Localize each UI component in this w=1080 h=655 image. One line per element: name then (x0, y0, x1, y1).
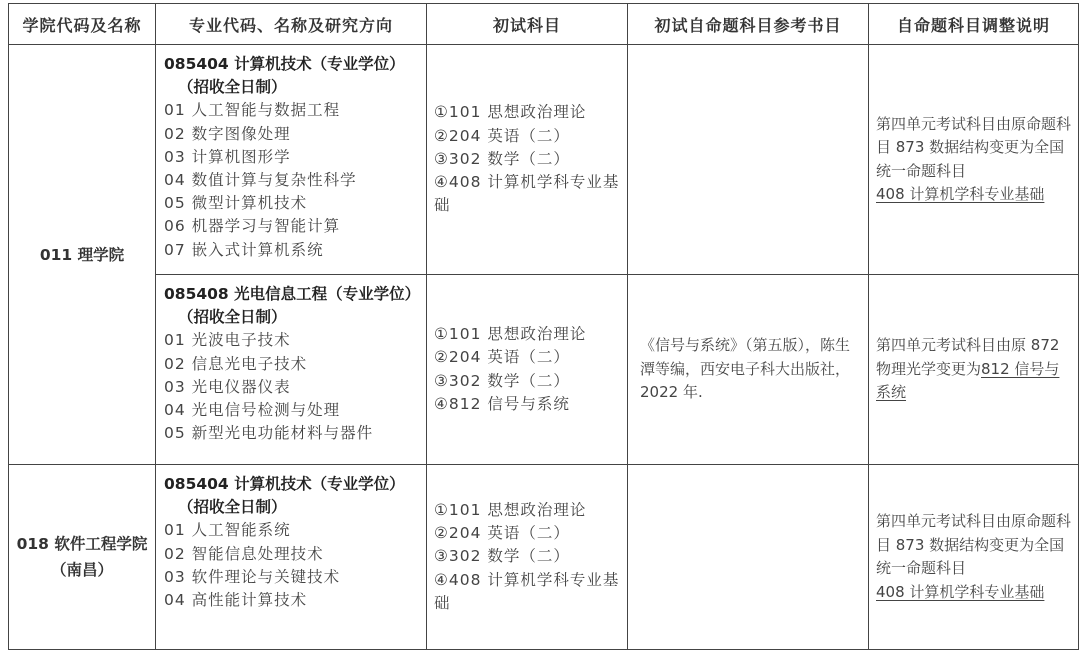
adjustment-note: 第四单元考试科目由原命题科目 873 数据结构变更为全国统一命题科目 (876, 114, 1072, 180)
subject-item: ③302 数学（二） (434, 149, 570, 168)
header-books: 初试自命题科目参考书目 (628, 4, 869, 45)
admissions-table (8, 3, 1079, 650)
subject-item: ②204 英语（二） (434, 348, 570, 367)
table-row (9, 275, 1079, 465)
direction-item: 05 新型光电功能材料与器件 (164, 424, 374, 443)
direction-item: 01 人工智能与数据工程 (164, 101, 341, 120)
direction-item: 02 信息光电子技术 (164, 354, 308, 373)
subject-item: ④408 计算机学科专业基础 (434, 173, 620, 215)
college-name: 011 理学院 (39, 245, 125, 264)
direction-item: 03 计算机图形学 (164, 147, 291, 166)
major-cell (156, 275, 427, 465)
major-title: 085408 光电信息工程（专业学位） (164, 285, 421, 303)
direction-item: 01 人工智能系统 (164, 521, 291, 540)
new-subject-highlight: 408 计算机学科专业基础 (876, 582, 1045, 601)
major-mode: （招收全日制） (178, 498, 287, 517)
adjustment-note: 第四单元考试科目由原命题科目 873 数据结构变更为全国统一命题科目 (876, 512, 1072, 577)
college-campus: （南昌） (50, 561, 113, 579)
subject-item: ①101 思想政治理论 (434, 325, 587, 344)
header-notes: 自命题科目调整说明 (869, 4, 1079, 45)
header-major: 专业代码、名称及研究方向 (156, 4, 427, 45)
direction-item: 04 高性能计算技术 (164, 591, 308, 610)
notes-cell (869, 465, 1079, 650)
major-cell (156, 45, 427, 275)
direction-item: 05 微型计算机技术 (164, 194, 308, 213)
header-college: 学院代码及名称 (9, 4, 156, 45)
header-subjects: 初试科目 (427, 4, 628, 45)
direction-item: 03 软件理论与关键技术 (164, 567, 341, 586)
major-title: 085404 计算机技术（专业学位） (164, 475, 405, 493)
major-mode: （招收全日制） (178, 78, 287, 97)
college-cell (9, 45, 156, 465)
subject-item: ①101 思想政治理论 (434, 500, 587, 519)
direction-item: 04 光电信号检测与处理 (164, 401, 341, 420)
notes-cell (869, 275, 1079, 465)
direction-item: 06 机器学习与智能计算 (164, 217, 341, 236)
direction-item: 04 数值计算与复杂性科学 (164, 171, 357, 190)
reference-books: 《信号与系统》（第五版），陈生潭等编，西安电子科大出版社，2022 年. (640, 336, 851, 402)
subjects-cell (427, 275, 628, 465)
notes-cell (869, 45, 1079, 275)
adjustment-note: 第四单元考试科目由原 872 物理光学变更为 (876, 336, 1060, 378)
new-subject-highlight: 812 信号与系统 (876, 359, 1060, 402)
direction-item: 03 光电仪器仪表 (164, 377, 291, 396)
table-row (9, 45, 1079, 275)
subject-item: ④408 计算机学科专业基础 (434, 570, 620, 612)
subject-item: ②204 英语（二） (434, 126, 570, 145)
subject-item: ④812 信号与系统 (434, 394, 570, 413)
major-cell (156, 465, 427, 650)
college-name: 018 软件工程学院 (16, 535, 148, 553)
header-row (9, 4, 1079, 45)
subject-item: ③302 数学（二） (434, 371, 570, 390)
direction-item: 07 嵌入式计算机系统 (164, 240, 324, 259)
subject-item: ②204 英语（二） (434, 524, 570, 543)
subjects-cell (427, 465, 628, 650)
direction-item: 01 光波电子技术 (164, 331, 291, 350)
subjects-cell (427, 45, 628, 275)
new-subject-highlight: 408 计算机学科专业基础 (876, 185, 1045, 203)
major-title: 085404 计算机技术（专业学位） (164, 55, 405, 73)
subject-item: ③302 数学（二） (434, 547, 570, 566)
direction-item: 02 数字图像处理 (164, 124, 291, 143)
books-cell (628, 45, 869, 275)
subject-item: ①101 思想政治理论 (434, 103, 587, 122)
books-cell (628, 275, 869, 465)
books-cell (628, 465, 869, 650)
major-mode: （招收全日制） (178, 308, 287, 327)
table-row (9, 465, 1079, 650)
college-cell (9, 465, 156, 650)
direction-item: 02 智能信息处理技术 (164, 544, 324, 563)
